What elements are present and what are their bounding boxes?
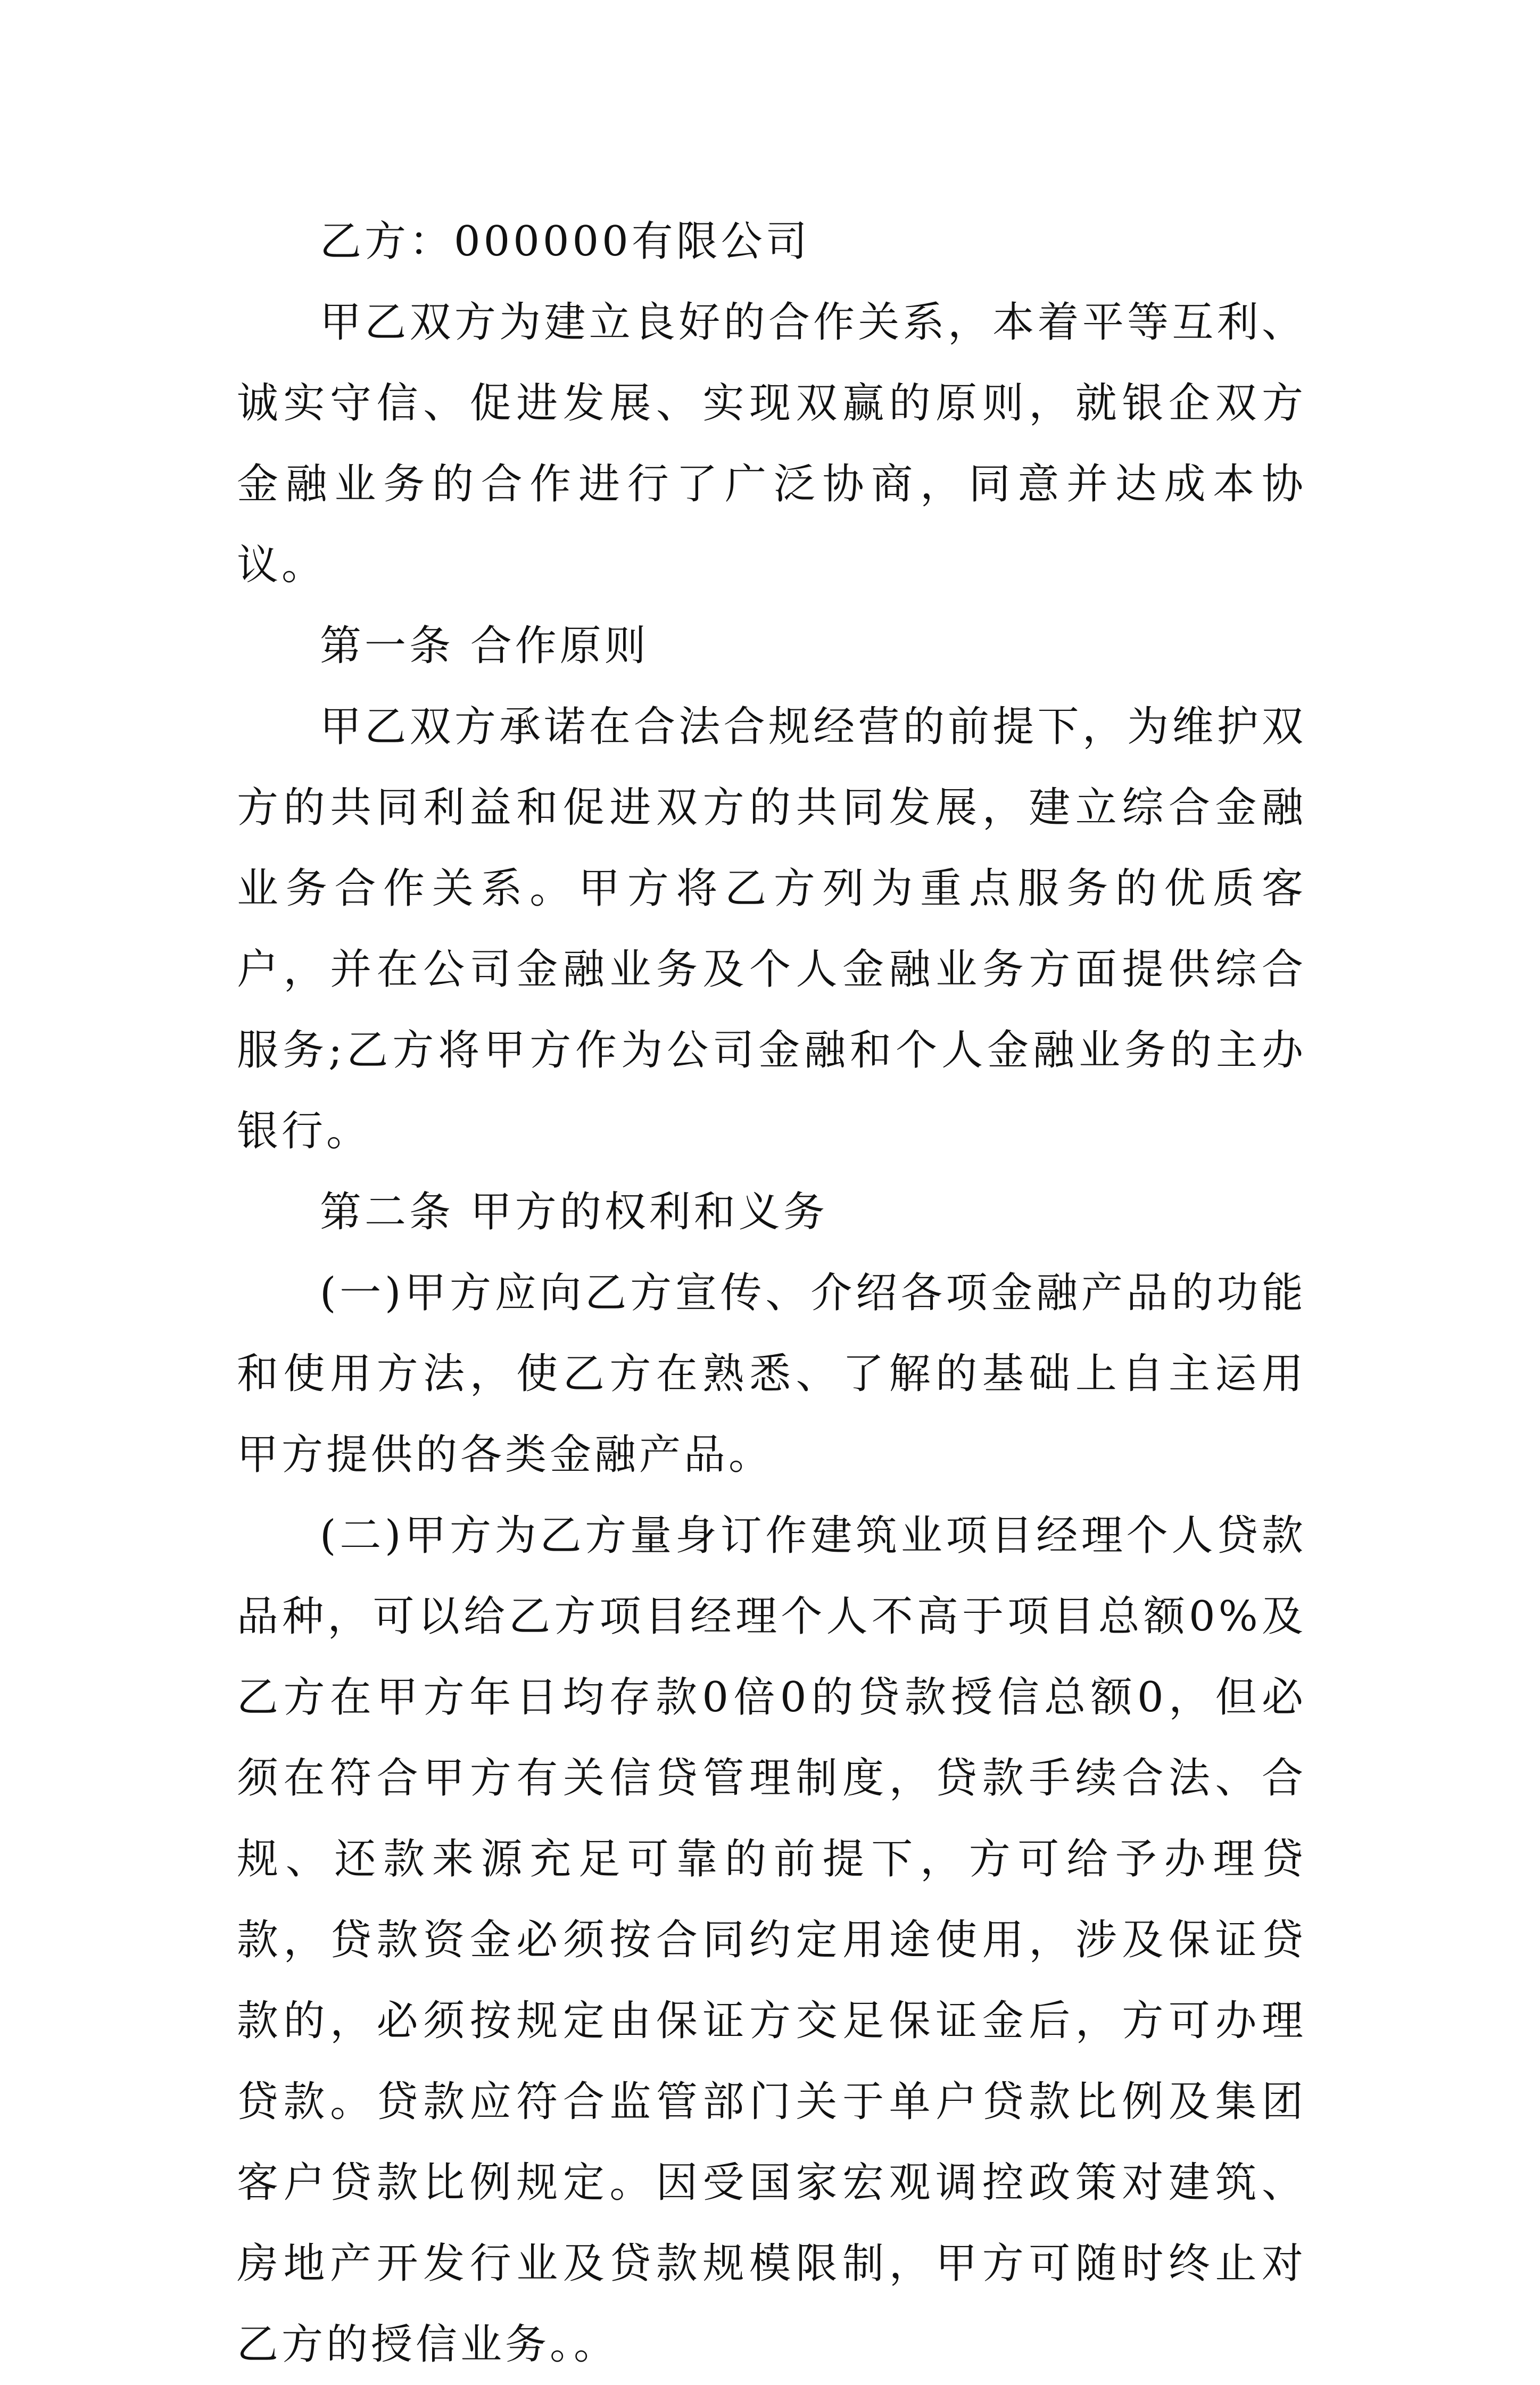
article-2-item-1: (一)甲方应向乙方宣传、介绍各项金融产品的功能和使用方法，使乙方在熟悉、了解的基础上自主运用甲方提供的各类金融产品。 bbox=[237, 1269, 1306, 1479]
article-2-item-2: (二)甲方为乙方量身订作建筑业项目经理个人贷款品种，可以给乙方项目经理个人不高于项目总额0%及乙方在甲方年日均存款0倍0的贷款授信总额0，但必须在符合甲方有关信贷管理制度，贷款手续合法、合规、还款来源充足可靠的前提下，方可给予办理贷款，贷款资金必须按合同约定用途使用，涉及保证贷款的，必须按规定由保证方交足保证金后，方可办理贷款。贷款应符合监管部门关于单户贷款比例及集团客户贷款比例规定。因受国家宏观调控政策对建筑、房地产开发行业及贷款规模限制，甲方可随时终止对乙方的授信业务。。 bbox=[237, 1512, 1306, 2369]
preamble-paragraph: 甲乙双方为建立良好的合作关系，本着平等互利、诚实守信、促进发展、实现双赢的原则，就银企双方金融业务的合作进行了广泛协商，同意并达成本协议。 bbox=[237, 299, 1306, 589]
document-body bbox=[237, 201, 1306, 2385]
article-2-title: 第二条 甲方的权利和义务 bbox=[320, 1188, 828, 1236]
article-1-body: 甲乙双方承诺在合法合规经营的前提下，为维护双方的共同利益和促进双方的共同发展，建立综合金融业务合作关系。甲方将乙方列为重点服务的优质客户，并在公司金融业务及个人金融业务方面提供综合服务;乙方将甲方作为公司金融和个人金融业务的主办银行。 bbox=[237, 703, 1306, 1155]
party-b-line: 乙方：000000有限公司 bbox=[320, 218, 810, 266]
article-1-title: 第一条 合作原则 bbox=[320, 622, 649, 670]
